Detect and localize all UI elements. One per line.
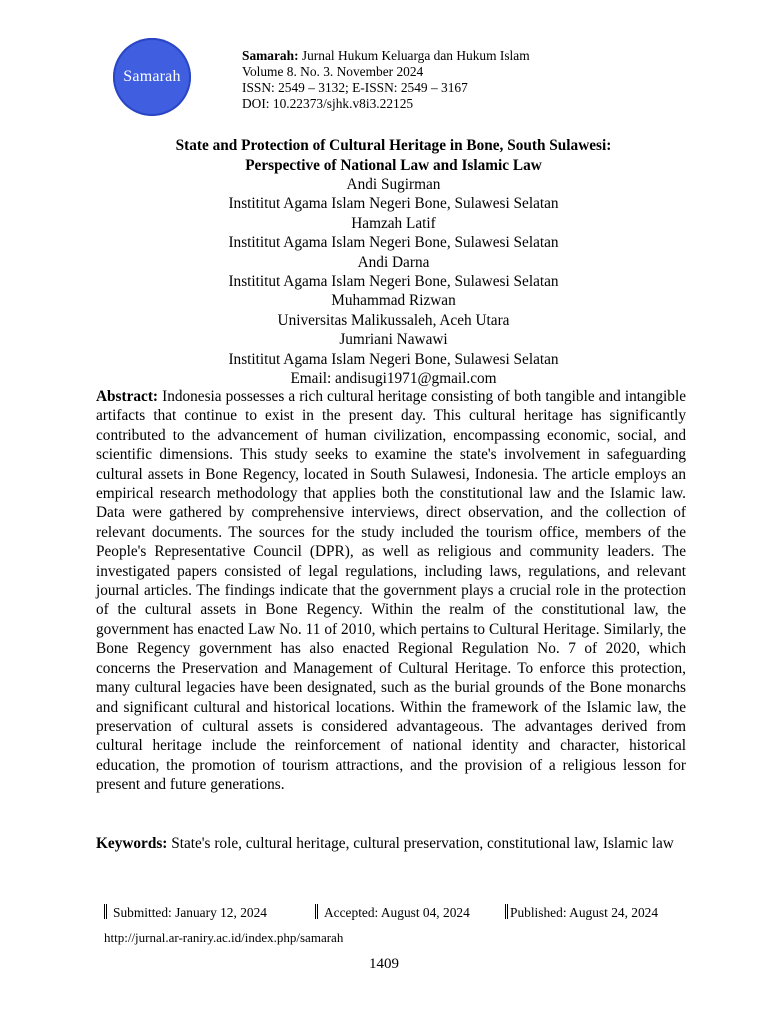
- journal-name: [242, 48, 530, 64]
- author-name: Andi Darna: [357, 253, 430, 271]
- author-affiliation: Instititut Agama Islam Negeri Bone, Sulawesi Selatan: [228, 350, 559, 368]
- journal-volume: Volume 8. No. 3. November 2024: [242, 64, 424, 79]
- journal-name-rest: Jurnal Hukum Keluarga dan Hukum Islam: [298, 48, 530, 63]
- logo-text: Samarah: [123, 68, 181, 85]
- title-line-1: State and Protection of Cultural Heritage in Bone, South Sulawesi:: [175, 137, 612, 154]
- keywords-label: Keywords:: [96, 835, 168, 852]
- author-name: Jumriani Nawawi: [339, 331, 448, 349]
- journal-info: [242, 48, 530, 112]
- article-title: [96, 136, 691, 175]
- journal-logo: [113, 38, 191, 116]
- author-name: Muhammad Rizwan: [331, 292, 456, 310]
- abstract-label: Abstract:: [96, 388, 159, 405]
- accepted-text: Accepted: August 04, 2024: [324, 905, 470, 920]
- divider-bar: [505, 904, 508, 919]
- author-affiliation: Instititut Agama Islam Negeri Bone, Sulawesi Selatan: [228, 195, 559, 213]
- journal-doi: DOI: 10.22373/sjhk.v8i3.22125: [242, 96, 414, 111]
- divider-bar: [315, 904, 318, 919]
- divider-bar: [104, 904, 107, 919]
- abstract-text: Indonesia possesses a rich cultural heritage consisting of both tangible and intangible artifacts that continue to exist in the present day. This cultural heritage has significantly contributed to the advancement of human civilization, encompassing economic, social, and scientific dimensions. This study seeks to examine the state's involvement in safeguarding cultural assets in Bone Regency, located in South Sulawesi, Indonesia. The article employs an empirical research methodology that applies both the constitutional law and the Islamic law. Data were gathered by comprehensive interviews, direct observation, and the collection of relevant documents. The sources for the study included the tourism office, members of the People's Representative Council (DPR), as well as religious and community leaders. The investigated papers consisted of legal regulations, including laws, regulations, and relevant journal articles. The findings indicate that the government plays a crucial role in the protection of the cultural assets in Bone Regency. Within the realm of the constitutional law, the government has enacted Law No. 11 of 2010, which pertains to Cultural Heritage. Similarly, the Bone Regency government has also enacted Regional Regulation No. 7 of 2020, which concerns the Preservation and Management of Cultural Heritage. To enforce this protection, many cultural legacies have been designated, such as the burial grounds of the Bone monarchs and significant cultural and historical locations. Within the framework of the Islamic law, the preservation of cultural assets is considered advantageous. The advantages derived from cultural heritage include the reinforcement of national identity and character, historical education, the promotion of tourism attractions, and the provision of a religious lesson for present and future generations.: [96, 388, 686, 794]
- keywords: [96, 834, 686, 853]
- author-email: Email: andisugi1971@gmail.com: [290, 370, 497, 388]
- submitted-date: [104, 904, 267, 922]
- author-affiliation: Universitas Malikussaleh, Aceh Utara: [277, 311, 510, 329]
- journal-url[interactable]: http://jurnal.ar-raniry.ac.id/index.php/samarah: [104, 930, 344, 945]
- abstract: [96, 387, 686, 795]
- journal-issn: ISSN: 2549 – 3132; E-ISSN: 2549 – 3167: [242, 80, 468, 95]
- submitted-text: Submitted: January 12, 2024: [113, 905, 267, 920]
- accepted-date: [315, 904, 470, 922]
- keywords-text: State's role, cultural heritage, cultural preservation, constitutional law, Islamic law: [167, 835, 674, 852]
- author-name: Hamzah Latif: [351, 214, 436, 232]
- author-affiliation: Instititut Agama Islam Negeri Bone, Sulawesi Selatan: [228, 273, 559, 291]
- journal-name-bold: Samarah:: [242, 48, 299, 63]
- author-affiliation: Instititut Agama Islam Negeri Bone, Sulawesi Selatan: [228, 234, 559, 252]
- page-number: 1409: [369, 956, 399, 972]
- title-line-2: Perspective of National Law and Islamic Law: [245, 156, 542, 174]
- published-date: [505, 904, 658, 922]
- author-list: [96, 175, 691, 388]
- author-name: Andi Sugirman: [346, 176, 441, 193]
- published-text: Published: August 24, 2024: [510, 905, 659, 920]
